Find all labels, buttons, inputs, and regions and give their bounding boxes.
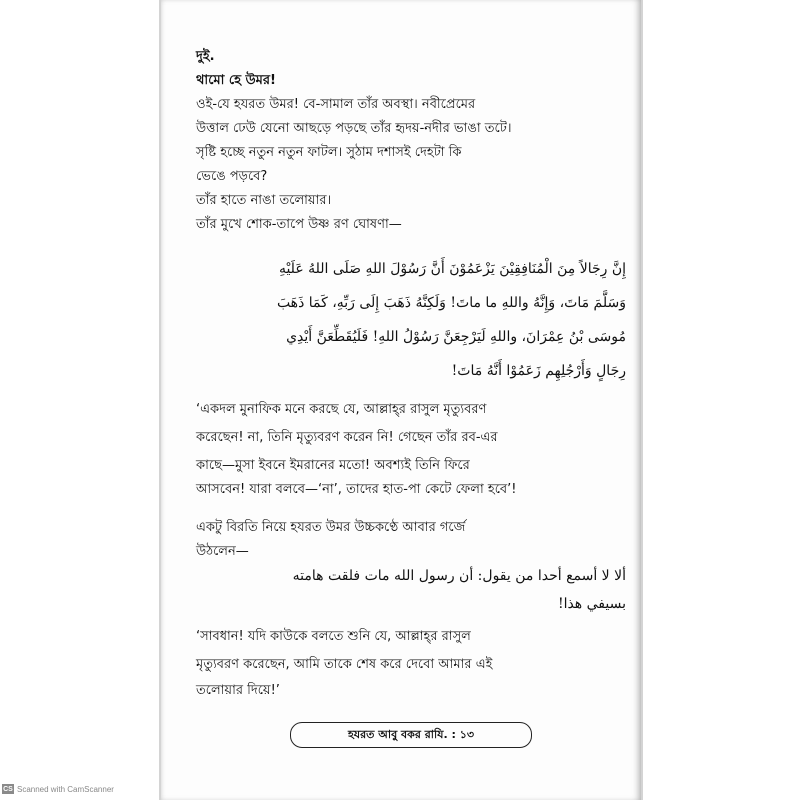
translation-line: ‘একদল মুনাফিক মনে করছে যে, আল্লাহ্‌র রাসুল মৃত্যুবরণ <box>196 402 487 417</box>
heading-title: থামো হে উমর! <box>196 73 276 88</box>
arabic-quote-line: إِنَّ رِجَالاً مِنَ الْمُنَافِقِيْنَ يَزْعَمُوْنَ أَنَّ رَسُوْلَ اللهِ صَلَى اللهُ عَلَيْهِ <box>278 261 626 277</box>
translation-line: আসবেন! যারা বলবে—‘না’, তাদের হাত-পা কেটে ফেলা হবে’! <box>196 482 517 497</box>
translation-line: করেছেন! না, তিনি মৃত্যুবরণ করেন নি! গেছেন তাঁর রব-এর <box>196 430 498 445</box>
paragraph-line: ওই-যে হযরত উমর! বে-সামাল তাঁর অবস্থা। নবীপ্রেমের <box>196 97 476 112</box>
paragraph-line: উঠলেন— <box>196 544 249 559</box>
paragraph-line: তাঁর মুখে শোক-তাপে উষ্ণ রণ ঘোষণা— <box>196 217 402 232</box>
page-left-edge <box>159 0 161 800</box>
paragraph-line: একটু বিরতি নিয়ে হযরত উমর উচ্চকণ্ঠে আবার গর্জে <box>196 520 466 535</box>
arabic-quote-line: مُوسَى بْنُ عِمْرَانَ، واللهِ لَيَرْجِعَنَّ رَسُوْلُ اللهِ! فَلَيُقَطِّعَنَّ أَيْدِي <box>286 329 626 345</box>
arabic-quote-line: بسيفي هذا! <box>557 596 626 612</box>
paragraph-line: সৃষ্টি হচ্ছে নতুন নতুন ফাটল। সুঠাম দশাসই দেহটা কি <box>196 145 462 160</box>
arabic-quote-line: رِجَالٍ وَأَرْجُلِهِم زَعَمُوْا أَنَّهُ مَاتَ! <box>451 363 626 379</box>
paragraph-line: উত্তাল ঢেউ যেনো আছড়ে পড়ছে তাঁর হৃদয়-নদীর ভাঙা তটে। <box>196 121 512 136</box>
arabic-quote-line: وَسَلَّمَ مَاتَ، وَإِنَّهُ واللهِ ما ماتَ! وَلَكِنَّهُ ذَهَبَ إِلَى رَبِّهِ، كَمَا ذَهَبَ <box>276 295 626 311</box>
page-footer: হযরত আবু বকর রাযি. : ১৩ <box>290 722 532 748</box>
watermark-text: Scanned with CamScanner <box>17 784 114 794</box>
camscanner-logo-icon: CS <box>3 785 13 793</box>
page-right-edge <box>641 0 643 800</box>
translation-line: ‘সাবধান! যদি কাউকে বলতে শুনি যে, আল্লাহ্‌র রাসুল <box>196 629 471 644</box>
paragraph-line: তাঁর হাতে নাঙা তলোয়ার। <box>196 193 332 208</box>
heading-number: দুই. <box>196 49 215 64</box>
scanner-watermark <box>2 782 114 796</box>
paragraph-line: ভেঙে পড়বে? <box>196 169 268 184</box>
translation-line: মৃত্যুবরণ করেছেন, আমি তাকে শেষ করে দেবো আমার এই <box>196 657 493 672</box>
translation-line: তলোয়ার দিয়ে!’ <box>196 683 280 698</box>
translation-line: কাছে—মুসা ইবনে ইমরানের মতো! অবশ্যই তিনি ফিরে <box>196 458 470 473</box>
arabic-quote-line: ألا لا أسمع أحدا من يقول: أن رسول الله مات فلقت هامته <box>292 568 626 584</box>
